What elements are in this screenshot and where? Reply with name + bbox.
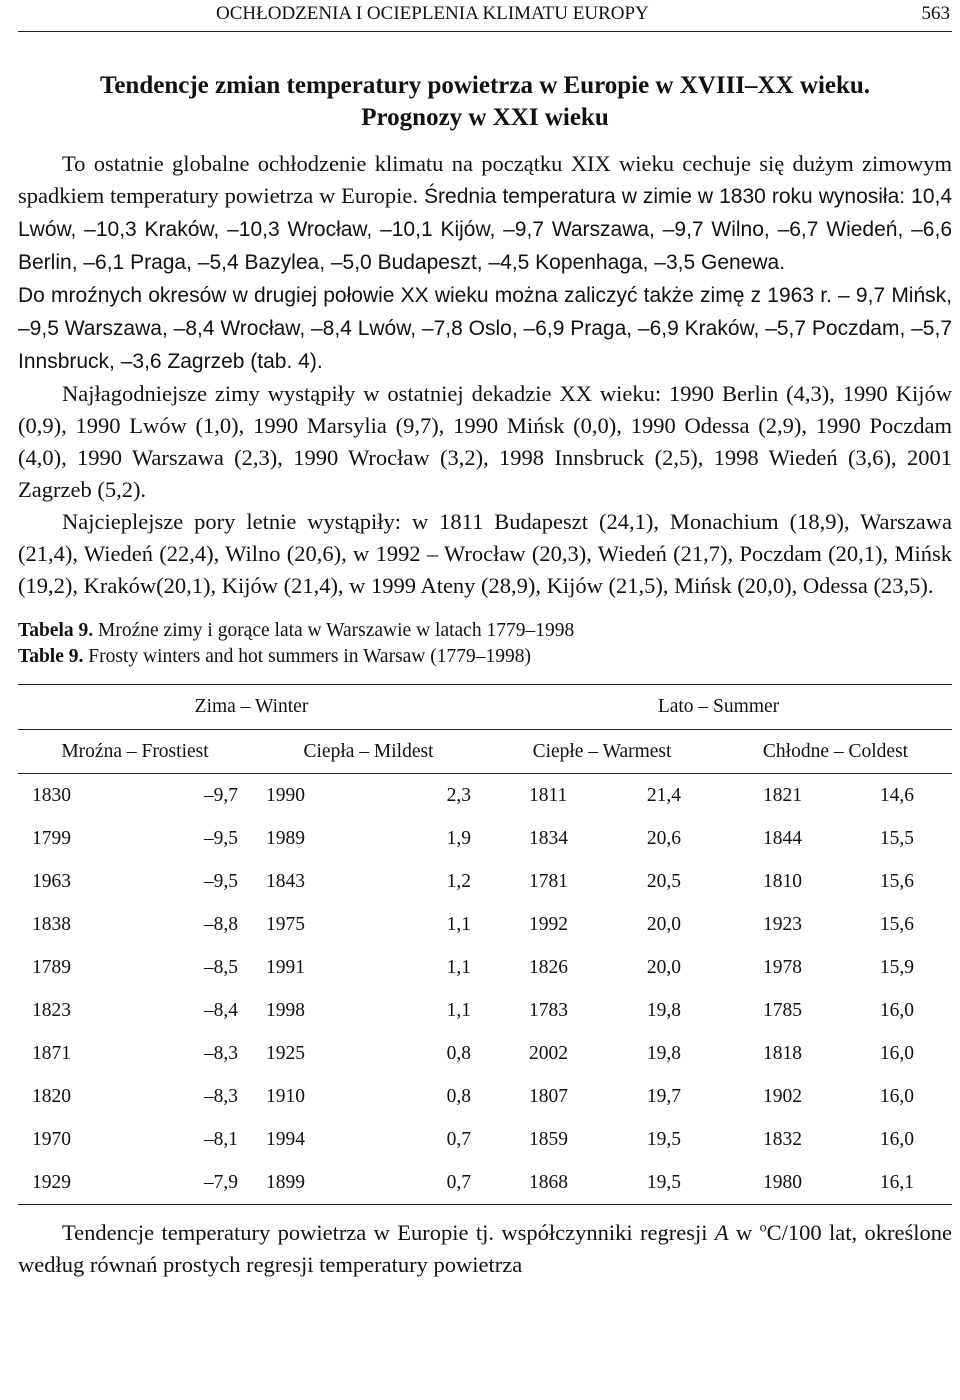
table-cell: 2002 (529, 1042, 568, 1064)
sub-header-coldest: Chłodne – Coldest (719, 730, 952, 774)
table-cell: 15,6 (879, 913, 914, 935)
table-cell: 1785 (763, 999, 802, 1021)
table-row (18, 1118, 952, 1161)
paragraph-5-part-a: Tendencje temperatury powietrza w Europie tj. współczynniki regresji (62, 1220, 715, 1245)
paragraph-3: Najłagodniejsze zimy wystąpiły w ostatniej dekadzie XX wieku: 1990 Berlin (4,3), 1990 Kijów (0,9), 1990 Lwów (1,0), 1990 Marsylia (9,7), 1990 Mińsk (0,0), 1990 Odessa (2,9), 1990 Poczdam (4,0), 1990 Warszawa (2,3), 1990 Wrocław (3,2), 1998 Innsbruck (2,5), 1998 Wiedeń (3,6), 2001 Zagrzeb (5,2). (18, 381, 952, 502)
table-cell: 1910 (266, 1085, 305, 1107)
table-cell: 1990 (266, 784, 305, 806)
table-cell: 14,6 (879, 784, 914, 806)
table-cell: 1991 (266, 956, 305, 978)
table-cell: 1,9 (446, 827, 471, 849)
table-cell: 1899 (252, 1161, 369, 1205)
table-cell: 1783 (529, 999, 568, 1021)
table-row (18, 860, 952, 903)
data-table (18, 684, 952, 1205)
table-cell: 1818 (763, 1042, 802, 1064)
table-cell: 1992 (529, 913, 568, 935)
table-row (18, 774, 952, 818)
table-cell: 1820 (32, 1085, 71, 1107)
paragraph-5-part-b: w (728, 1220, 760, 1245)
table-row (18, 989, 952, 1032)
sub-header-mildest: Ciepła – Mildest (252, 730, 485, 774)
section-title-line-1: Tendencje zmian temperatury powietrza w Europie w XVIII–XX wieku. (99, 72, 871, 99)
table-caption-pl (18, 618, 952, 644)
table-cell: –9,7 (203, 784, 238, 806)
table-cell: 1868 (485, 1161, 602, 1205)
table-row (18, 903, 952, 946)
document-page (18, 0, 952, 1281)
table-cell: 1832 (763, 1128, 802, 1150)
table-cell: 1,1 (446, 999, 471, 1021)
table-cell: 1823 (32, 999, 71, 1021)
table-cell: 1826 (529, 956, 568, 978)
section-title (18, 70, 952, 134)
table-cell: 1830 (32, 784, 71, 806)
table-row (18, 1075, 952, 1118)
table-cell: 16,0 (879, 999, 914, 1021)
table-cell: 1807 (529, 1085, 568, 1107)
table-cell: 1781 (529, 870, 568, 892)
paragraph-2 (18, 279, 952, 378)
running-title: OCHŁODZENIA I OCIEPLENIA KLIMATU EUROPY (216, 3, 649, 24)
table-cell: 20,0 (646, 956, 681, 978)
table-cell: 19,8 (646, 999, 681, 1021)
table-cell: –8,8 (203, 913, 238, 935)
table-cell: 1980 (719, 1161, 836, 1205)
table-cell: 1998 (266, 999, 305, 1021)
table-cell: 19,8 (646, 1042, 681, 1064)
table-row (18, 1032, 952, 1075)
table-cell: 1902 (763, 1085, 802, 1107)
paragraph-5-part-c: C/100 lat, określone według równań prostych regresji temperatury powietrza (18, 1220, 952, 1277)
table-cell: 1821 (763, 784, 802, 806)
table-cell: 19,5 (602, 1161, 719, 1205)
table-cell: 1975 (266, 913, 305, 935)
table-cell: 0,8 (446, 1085, 471, 1107)
paragraph-1 (18, 148, 952, 279)
table-cell: 1970 (32, 1128, 71, 1150)
table-cell: 1,1 (446, 913, 471, 935)
running-header (18, 0, 952, 32)
table-cell: 1,1 (446, 956, 471, 978)
table-cell: 1799 (32, 827, 71, 849)
table-cell: 1843 (266, 870, 305, 892)
paragraph-5 (18, 1217, 952, 1281)
table-caption-en (18, 644, 952, 670)
table-caption-en-text: Frosty winters and hot summers in Warsaw (1779–1998) (83, 646, 531, 667)
table-cell: 2,3 (446, 784, 471, 806)
table-cell: 20,6 (646, 827, 681, 849)
table-cell: –8,5 (203, 956, 238, 978)
table-cell: 1989 (266, 827, 305, 849)
table-cell: –8,4 (203, 999, 238, 1021)
group-header-summer: Lato – Summer (485, 685, 952, 730)
table-body (18, 774, 952, 1205)
table-cell: 16,0 (879, 1085, 914, 1107)
paragraph-1-part-a: To ostatnie globalne ochłodzenie klimatu na początku XIX wieku cechuje się dużym zimowym spadkiem temperatury powietrza w Europie. (18, 151, 952, 208)
sub-header-warmest: Ciepłe – Warmest (485, 730, 719, 774)
table-cell: 1978 (763, 956, 802, 978)
paragraph-4: Najcieplejsze pory letnie wystąpiły: w 1811 Budapeszt (24,1), Monachium (18,9), Warszawa (21,4), Wiedeń (22,4), Wilno (20,6), w 1992 – Wrocław (20,3), Wiedeń (21,7), Poczdam (20,1), Mińsk (19,2), Kraków(20,1), Kijów (21,4), w 1999 Ateny (28,9), Kijów (21,5), Mińsk (20,0), Odessa (23,5). (18, 509, 952, 598)
table-cell: 1871 (32, 1042, 71, 1064)
table-group-header-row (18, 685, 952, 730)
table-cell: 15,6 (879, 870, 914, 892)
table-caption-pl-label: Tabela 9. (18, 620, 94, 641)
table-cell: 1923 (763, 913, 802, 935)
table-sub-header-row (18, 730, 952, 774)
table-cell: 19,7 (646, 1085, 681, 1107)
table-cell: 20,5 (646, 870, 681, 892)
table-cell: 0,7 (369, 1161, 485, 1205)
paragraph-2-text: Do mroźnych okresów w drugiej połowie XX wieku można zaliczyć także zimę z 1963 r. – 9,7 Mińsk, –9,5 Warszawa, –8,4 Wrocław, –8,4 Lwów, –7,8 Oslo, –6,9 Praga, –6,9 Kraków, –5,7 Poczdam, –5,7 Innsbruck, –3,6 Zagrzeb (tab. 4). (18, 284, 952, 373)
table-cell: 19,5 (646, 1128, 681, 1150)
paragraph-1-part-b: Średnia temperatura w zimie w 1830 roku wynosiła: 10,4 Lwów, –10,3 Kraków, –10,3 Wrocław, –10,1 Kijów, –9,7 Warszawa, –9,7 Wilno, –6,7 Wiedeń, –6,6 Berlin, –6,1 Praga, –5,4 Bazylea, –5,0 Budapeszt, –4,5 Kopenhaga, –3,5 Genewa. (18, 185, 953, 274)
table-cell: –8,1 (203, 1128, 238, 1150)
table-cell: 1929 (18, 1161, 135, 1205)
table-cell: 1844 (763, 827, 802, 849)
table-cell: 15,9 (879, 956, 914, 978)
table-cell: 1838 (32, 913, 71, 935)
table-caption (18, 618, 952, 670)
table-cell: 0,7 (446, 1128, 471, 1150)
table-cell: 1811 (529, 784, 568, 806)
table-cell: 1859 (529, 1128, 568, 1150)
section-title-line-2: Prognozy w XXI wieku (361, 104, 609, 131)
table-cell: –9,5 (203, 827, 238, 849)
table-cell: 1789 (32, 956, 71, 978)
paragraph-5-italic: A (714, 1220, 729, 1245)
table-cell: 16,0 (879, 1128, 914, 1150)
table-cell: –7,9 (135, 1161, 252, 1205)
page-number: 563 (921, 3, 950, 24)
table-cell: 16,0 (879, 1042, 914, 1064)
table-cell: 15,5 (879, 827, 914, 849)
table-cell: –9,5 (203, 870, 238, 892)
table-cell: 1925 (266, 1042, 305, 1064)
table-row (18, 1161, 952, 1205)
table-cell: 1834 (529, 827, 568, 849)
table-caption-en-label: Table 9. (18, 646, 84, 667)
table-cell: –8,3 (203, 1085, 238, 1107)
table-cell: –8,3 (203, 1042, 238, 1064)
paragraph-5-superscript: o (759, 1220, 767, 1236)
table-cell: 1810 (763, 870, 802, 892)
table-caption-pl-text: Mroźne zimy i gorące lata w Warszawie w latach 1779–1998 (93, 620, 575, 641)
table-cell: 20,0 (646, 913, 681, 935)
group-header-winter: Zima – Winter (18, 685, 485, 730)
table-cell: 0,8 (446, 1042, 471, 1064)
table-cell: 21,4 (646, 784, 681, 806)
table-cell: 1963 (32, 870, 71, 892)
table-cell: 16,1 (836, 1161, 952, 1205)
sub-header-frostiest: Mroźna – Frostiest (18, 730, 252, 774)
table-cell: 1,2 (446, 870, 471, 892)
table-row (18, 946, 952, 989)
table-row (18, 817, 952, 860)
table-cell: 1994 (266, 1128, 305, 1150)
